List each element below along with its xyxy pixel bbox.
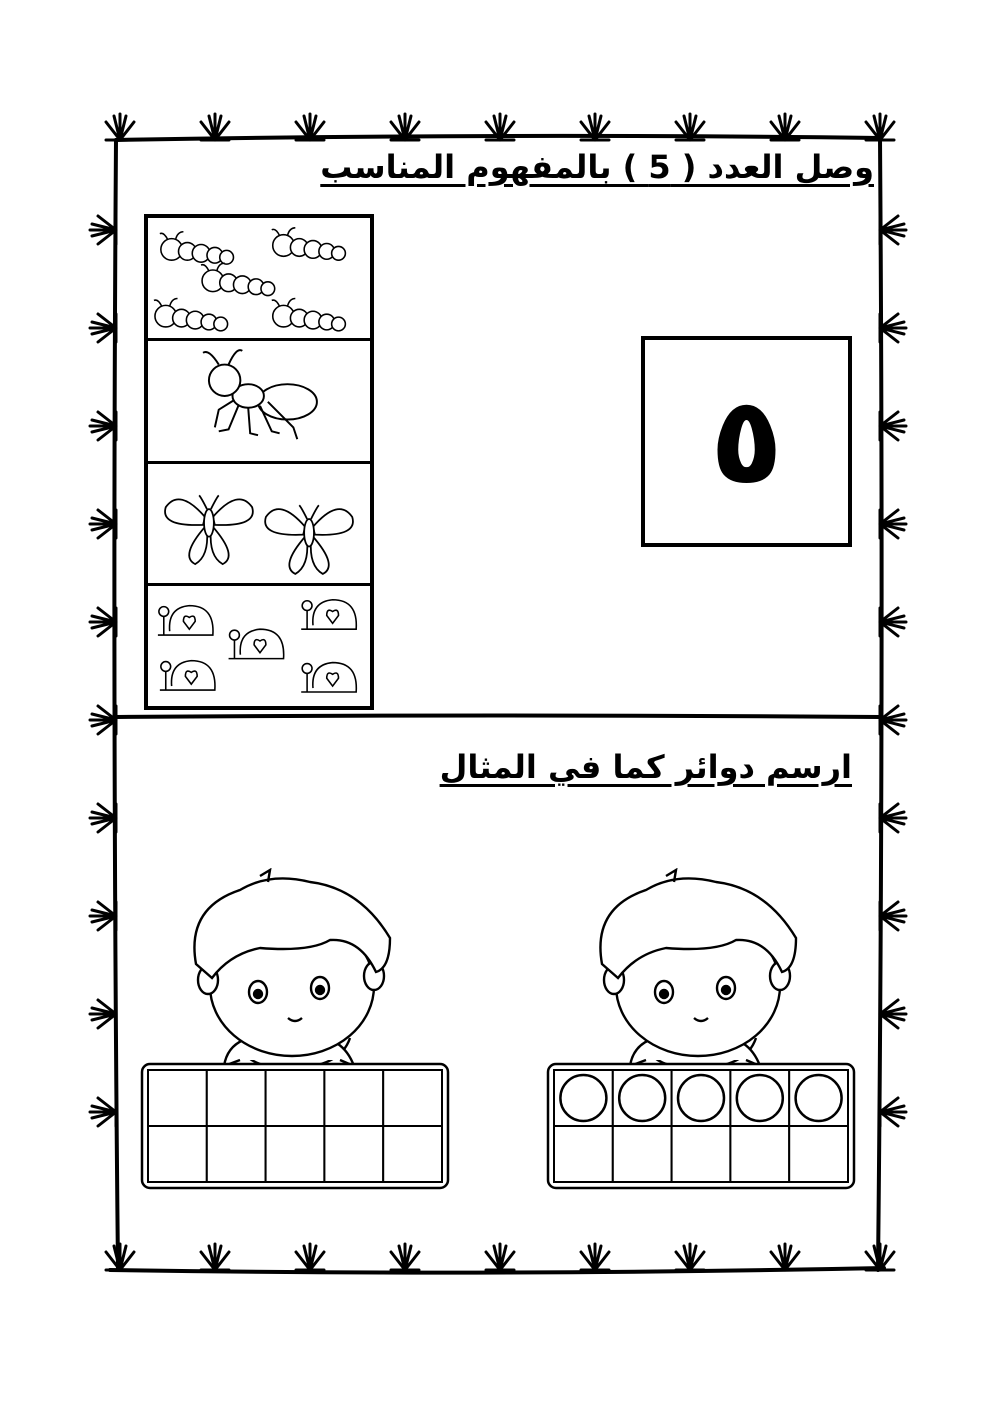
example-circle bbox=[796, 1075, 842, 1121]
section-2-title: ارسم دوائر كما في المثال bbox=[439, 748, 852, 786]
example-circle bbox=[560, 1075, 606, 1121]
ten-frame-cell bbox=[383, 1126, 442, 1182]
ten-frame-cell bbox=[266, 1070, 325, 1126]
ten-frame-cell bbox=[324, 1070, 383, 1126]
ten-frame-cell bbox=[789, 1126, 848, 1182]
ten-frame-cell bbox=[207, 1070, 266, 1126]
section-1-title: وصل العدد ( 5 ) بالمفهوم المناسب bbox=[320, 148, 874, 186]
ten-frame-cell bbox=[148, 1126, 207, 1182]
ten-frame-cell bbox=[383, 1070, 442, 1126]
ten-frame-cell bbox=[730, 1126, 789, 1182]
ten-frame-cell bbox=[324, 1126, 383, 1182]
ten-frame-cell bbox=[613, 1126, 672, 1182]
example-circle bbox=[737, 1075, 783, 1121]
example-circle bbox=[619, 1075, 665, 1121]
ten-frame-cell bbox=[148, 1070, 207, 1126]
ten-frame-cell bbox=[554, 1126, 613, 1182]
ten-frame-cell bbox=[672, 1126, 731, 1182]
ten-frame-cell bbox=[266, 1126, 325, 1182]
example-circle bbox=[678, 1075, 724, 1121]
number-five: ٥ bbox=[709, 371, 784, 511]
ten-frame-cell bbox=[207, 1126, 266, 1182]
